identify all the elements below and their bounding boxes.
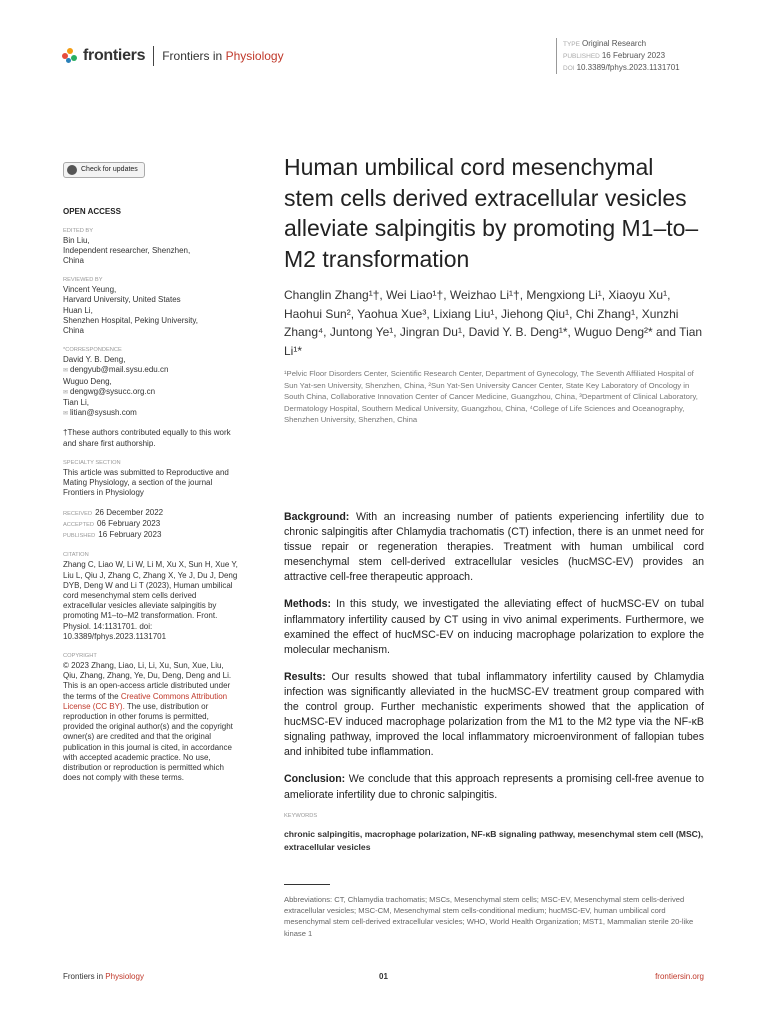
meta-value: Original Research: [581, 39, 647, 48]
date-published: [63, 530, 240, 541]
meta-key: PUBLISHED: [563, 53, 600, 60]
footnote-rule: [284, 884, 330, 885]
reviewer-line: Vincent Yeung,: [63, 285, 117, 295]
correspondent-name: David Y. B. Deng,: [63, 355, 126, 365]
footer-journal: [63, 972, 144, 981]
correspondent-name: Tian Li,: [63, 397, 89, 407]
date-value: 16 February 2023: [98, 530, 162, 540]
section-label: Methods:: [284, 598, 332, 611]
citation-text: Zhang C, Liao W, Li W, Li M, Xu X, Sun H, Xue Y, Liu L, Qiu J, Zhang C, Zhang X, Ye J, Du J, Deng DYB, Deng W and Li T (2023), Human umbilical cord mesenchymal stem cells derived extracellular vesicles alleviate salpingitis by promoting M1–to–M2 transformation. Front. Physiol. 14:1131701. doi: 10.3389/fphys.2023.1131701: [63, 560, 238, 641]
copyright-text: [63, 661, 240, 783]
check-updates-label: Check for updates: [81, 166, 138, 173]
site-link[interactable]: frontiersin.org: [655, 972, 704, 981]
reviewer-line: China: [63, 325, 84, 335]
editor-line: Independent researcher, Shenzhen,: [63, 245, 191, 255]
abstract-results: [284, 670, 704, 761]
section-label: Results:: [284, 670, 326, 683]
journal-prefix: Frontiers in: [162, 49, 223, 63]
page-number: 01: [379, 972, 388, 981]
journal-field: Physiology: [225, 49, 284, 63]
logo-divider: [153, 46, 154, 66]
article-meta: [556, 38, 680, 74]
edited-by-label: EDITED BY: [63, 227, 94, 234]
footer-journal-prefix: Frontiers in: [63, 972, 104, 981]
reviewed-by-label: REVIEWED BY: [63, 277, 103, 284]
license-link[interactable]: Creative Commons Attribution License (CC BY).: [63, 691, 228, 711]
section-text: In this study, we investigated the alleviating effect of hucMSC-EV on tubal inflammatory infertility caused by CT using in vivo animal experiments. Furthermore, we examined the effect of hucMSC-EV on inducing macrophage polarization to explore the molecular mechanism.: [284, 598, 704, 656]
meta-doi[interactable]: [563, 62, 680, 74]
mail-icon: ✉: [63, 368, 69, 375]
open-access-badge: OPEN ACCESS: [63, 207, 121, 217]
abstract-conclusion: [284, 772, 704, 802]
specialty-section: This article was submitted to Reproductive and Mating Physiology, a section of the journal Frontiers in Physiology: [63, 467, 229, 498]
date-received: [63, 508, 240, 519]
editor-line: China: [63, 255, 84, 265]
email-address: dengyub@mail.sysu.edu.cn: [70, 365, 169, 375]
specialty-label: SPECIALTY SECTION: [63, 459, 121, 466]
section-label: Conclusion:: [284, 773, 346, 786]
correspondence-label: *CORRESPONDENCE: [63, 347, 122, 354]
journal-name[interactable]: [162, 49, 283, 63]
date-value: 26 December 2022: [95, 508, 164, 518]
date-accepted: [63, 519, 240, 530]
section-label: Background:: [284, 511, 350, 523]
article-sidebar: [63, 162, 240, 783]
meta-published: [563, 50, 680, 62]
reviewer-line: Huan Li,: [63, 305, 93, 315]
footer-journal-field: Physiology: [105, 972, 144, 981]
meta-value: 16 February 2023: [601, 51, 666, 60]
correspondent-name: Wuguo Deng,: [63, 376, 112, 386]
affiliations: ¹Pelvic Floor Disorders Center, Scientific Research Center, Department of Gynecology, The Seventh Affiliated Hospital of Sun Yat-sen University, Shenzhen, China, ²Sun Yat-Sen University Cancer Center, State Key Laboratory of Oncology in South China, Collaborative Innovation Center of Cancer Medicine, Guangzhou, China, ³Department of Clinical Laboratory, Dermatology Hospital, Southern Medical University, Guangzhou, China, ⁴College of Life Sciences and Oceanography, Shenzhen University, Shenzhen, China: [284, 369, 698, 424]
mail-icon: ✉: [63, 389, 69, 396]
date-key: PUBLISHED: [63, 533, 96, 540]
abstract-methods: [284, 597, 704, 657]
meta-key: DOI: [563, 65, 575, 72]
meta-type: [563, 38, 680, 50]
date-key: RECEIVED: [63, 511, 93, 518]
abbreviations: Abbreviations: CT, Chlamydia trachomatis; MSCs, Mesenchymal stem cells; MSC-EV, Mesenchymal stem cells-derived extracellular vesicles; MSC-CM, Mesenchymal stem cells-conditional medium; hucMSC-EV, human umbilical cord mesenchymal stem cell-derived extracellular vesicles; WHO, World Health Organization; MST1, Mammalian sterile 20-like kinase 1: [284, 895, 694, 938]
date-key: ACCEPTED: [63, 522, 94, 529]
copyright-pre: © 2023 Zhang, Liao, Li, Li, Xu, Sun, Xue, Liu, Qiu, Zhang, Zhang, Ye, Du, Deng, Deng and Li. This is an open-access article distributed under the terms of the: [63, 660, 232, 701]
correspondent-email[interactable]: [63, 408, 240, 419]
check-updates-button[interactable]: [63, 162, 145, 178]
correspondence: [63, 355, 240, 419]
date-value: 06 February 2023: [96, 519, 161, 529]
edited-by: [63, 236, 240, 267]
article-title: Human umbilical cord mesenchymal stem cells derived extracellular vesicles alleviate salpingitis by promoting M1–to–M2 transformation: [284, 154, 699, 272]
meta-key: TYPE: [563, 41, 580, 48]
copyright-label: COPYRIGHT: [63, 652, 97, 659]
brand-name: frontiers: [83, 47, 146, 64]
abstract-background: [284, 510, 704, 585]
reviewer-line: Harvard University, United States: [63, 295, 181, 305]
article-dates: [63, 508, 240, 541]
section-text: With an increasing number of patients experiencing infertility due to chronic salpingitis after Chlamydia trachomatis (CT) infection, there is an unmet need for tissue repair or regeneration therapies. Treatment with human umbilical cord mesenchymal stem cell-derived extracellular vesicles (hucMSC-EV) provides an attractive cell-free therapeutic approach.: [284, 511, 704, 584]
editor-line: Bin Liu,: [63, 235, 90, 245]
meta-value: 10.3389/fphys.2023.1131701: [576, 63, 680, 72]
reviewer-line: Shenzhen Hospital, Peking University,: [63, 315, 199, 325]
copyright-post: The use, distribution or reproduction in other forums is permitted, provided the original author(s) and the copyright owner(s) are credited and that the original publication in this journal is cited, in accordance with accepted academic practice. No use, distribution or reproduction is permitted which does not comply with these terms.: [63, 701, 233, 783]
crossmark-icon: [67, 165, 77, 175]
frontiers-logo-icon: [62, 48, 78, 64]
article-main: [284, 152, 704, 426]
frontiers-logo[interactable]: [62, 46, 284, 66]
mail-icon: ✉: [63, 411, 69, 418]
email-address: litian@sysush.com: [70, 408, 137, 418]
equal-contribution-note: †These authors contributed equally to this work and share first authorship.: [63, 428, 231, 448]
correspondent-email[interactable]: [63, 365, 240, 376]
correspondent-email[interactable]: [63, 387, 240, 398]
section-text: We conclude that this approach represents a promising cell-free avenue to ameliorate infertility due to chronic salpingitis.: [284, 773, 704, 801]
email-address: dengwg@sysucc.org.cn: [70, 386, 156, 396]
keywords-label: KEYWORDS: [284, 813, 318, 819]
reviewed-by: [63, 285, 240, 336]
citation-label: CITATION: [63, 552, 89, 559]
section-text: Our results showed that tubal inflammatory infertility caused by Chlamydia infection was significantly alleviated in the hucMSC-EV treatment group compared with the control group. Further mechanistic experiments showed that the application of hucMSC-EV induced macrophage polarization from the M1 to the M2 type via the NF-κB signaling pathway, improved the local inflammatory microenvironment of fallopian tubes and inhibited tube inflammation.: [284, 670, 704, 759]
keywords: chronic salpingitis, macrophage polarization, NF-κB signaling pathway, mesenchymal stem cell (MSC), extracellular vesicles: [284, 829, 704, 852]
abstract: [284, 510, 704, 815]
author-list: Changlin Zhang¹†, Wei Liao¹†, Weizhao Li¹†, Mengxiong Li¹, Xiaoyu Xu¹, Haohui Sun², Yaohua Xue³, Lixiang Liu¹, Jiehong Qiu¹, Chi Zhang¹, Xunzhi Zhang⁴, Juntong Ye¹, Jingran Du¹, David Y. B. Deng¹*, Wuguo Deng²* and Tian Li¹*: [284, 288, 703, 358]
page-header: [62, 39, 712, 74]
